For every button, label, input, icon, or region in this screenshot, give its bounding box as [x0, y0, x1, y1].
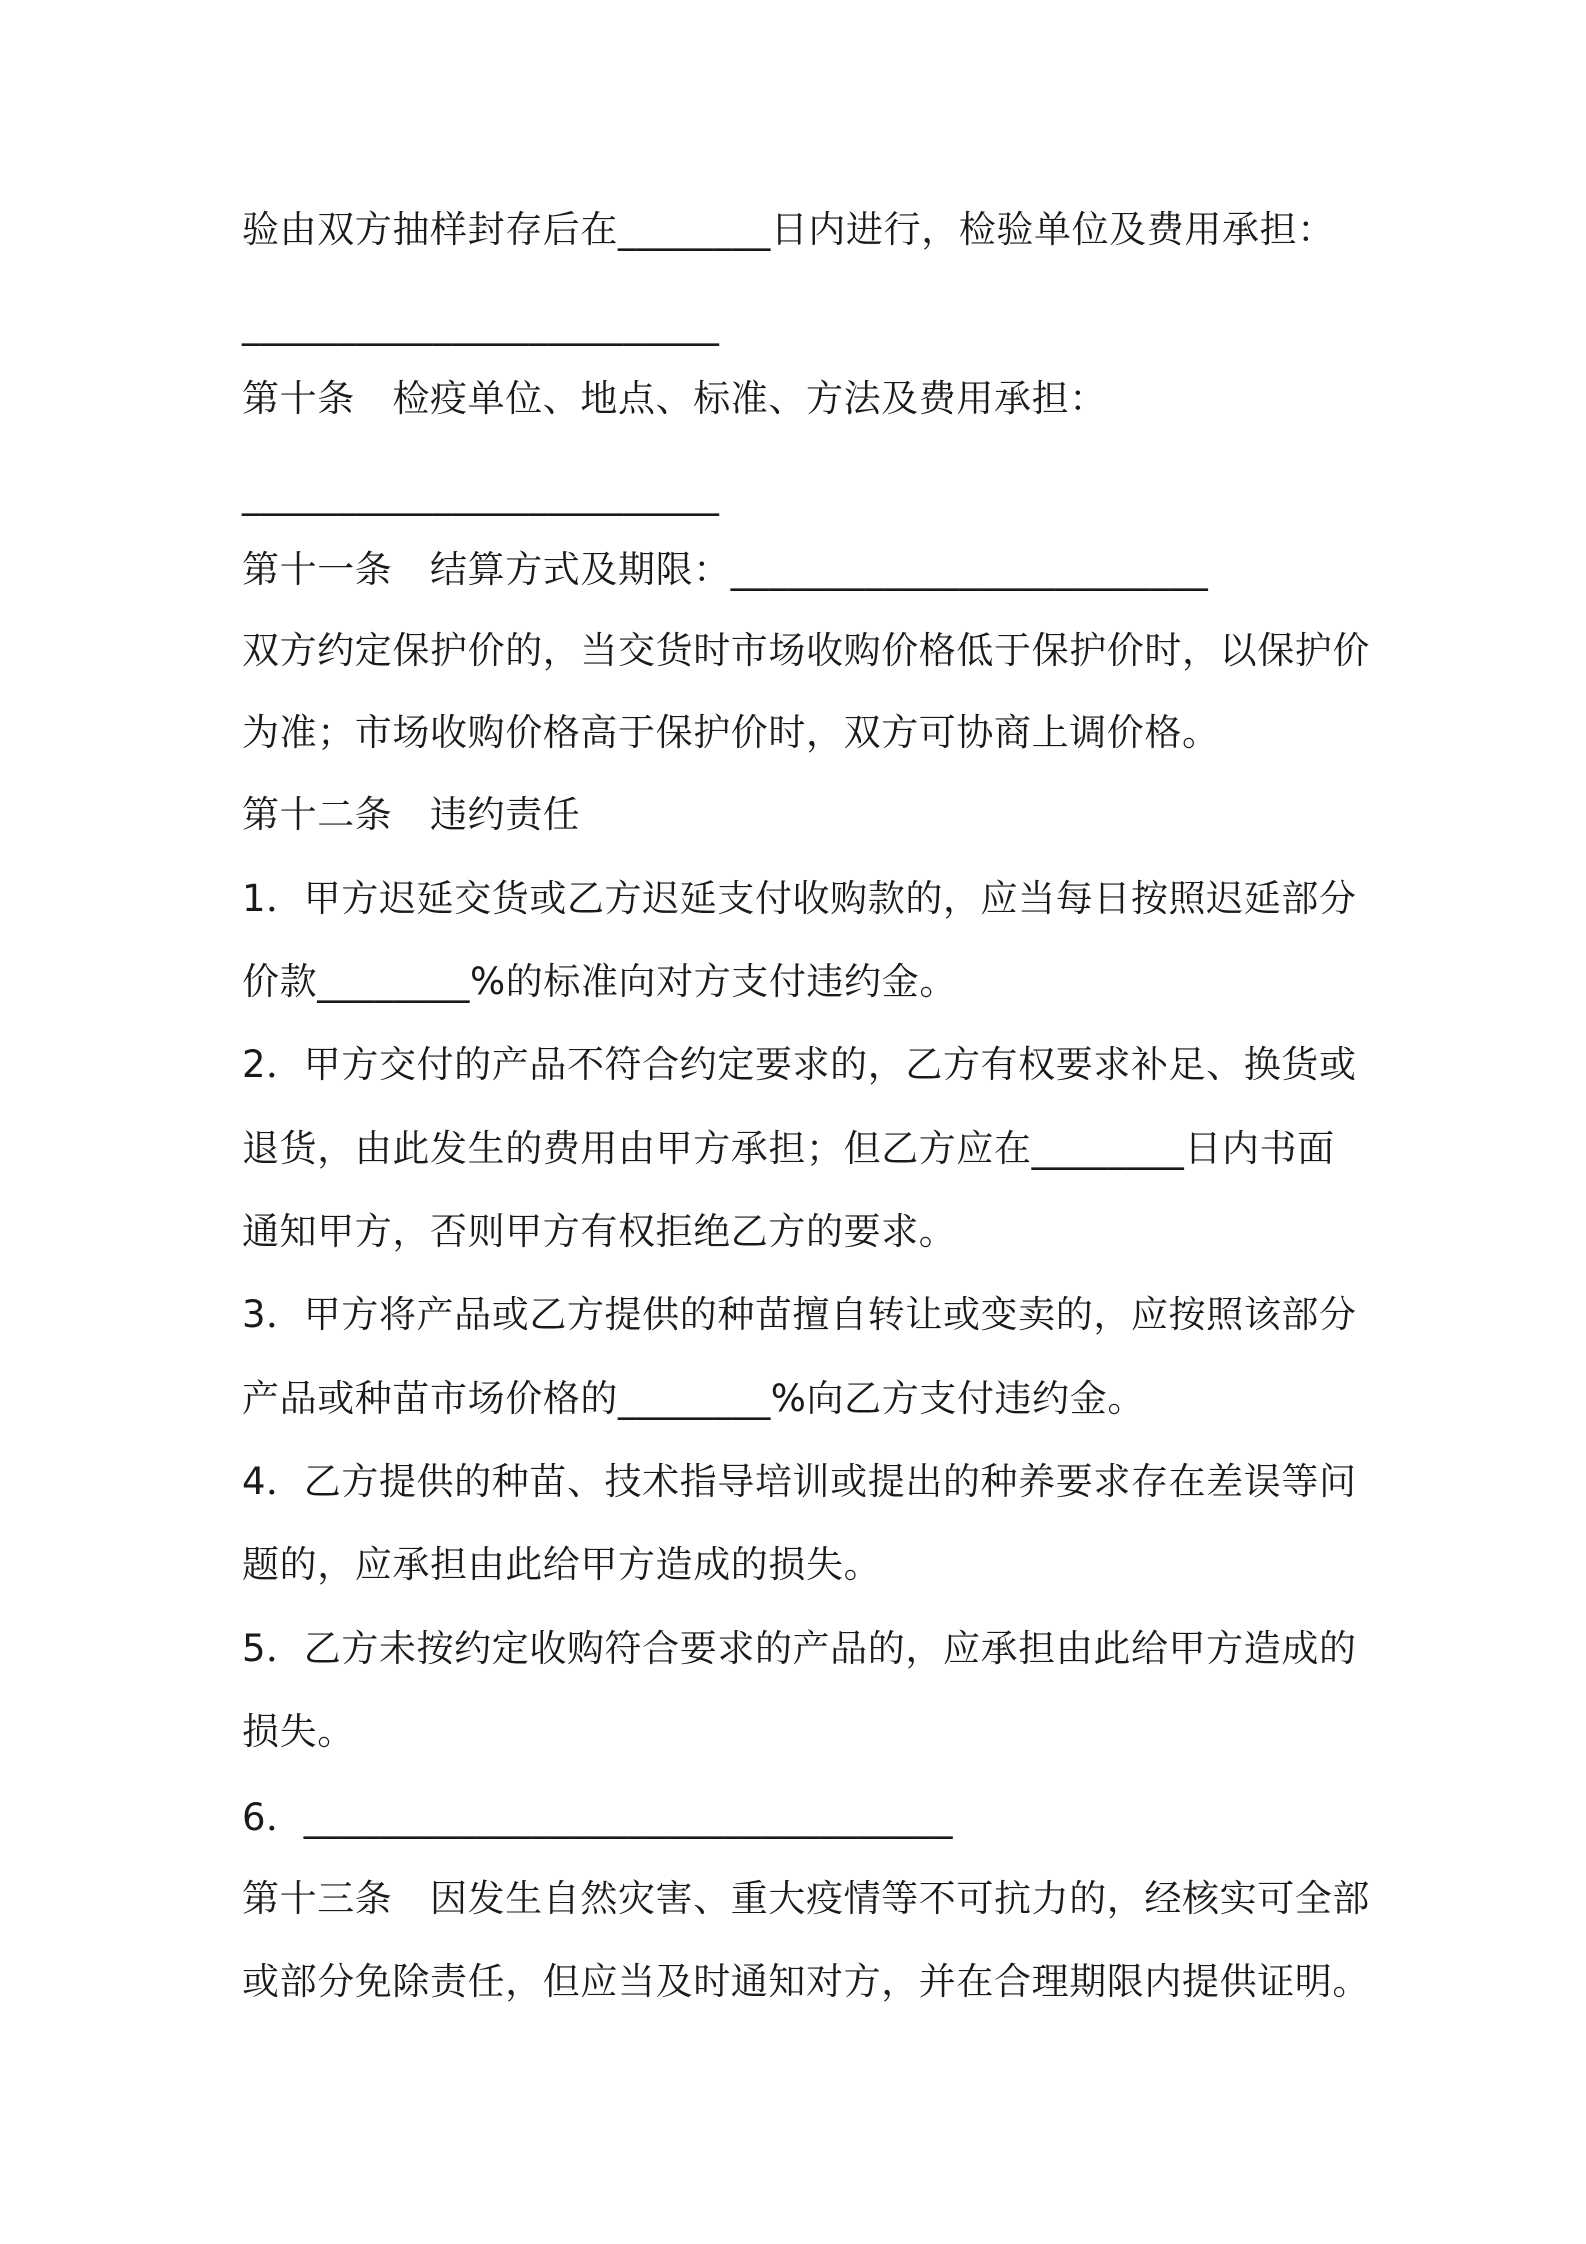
- clause-item: 4．乙方提供的种苗、技术指导培训或提出的种养要求存在差误等问: [242, 1460, 1357, 1503]
- text-line: 产品或种苗市场价格的________%向乙方支付违约金。: [242, 1377, 1145, 1420]
- text-line: 题的，应承担由此给甲方造成的损失。: [242, 1543, 882, 1586]
- text-line: 为准；市场收购价格高于保护价时，双方可协商上调价格。: [242, 711, 1220, 754]
- text-line: 通知甲方，否则甲方有权拒绝乙方的要求。: [242, 1210, 957, 1253]
- blank-fill-line: _________________________: [242, 303, 720, 346]
- text-line: 损失。: [242, 1710, 355, 1753]
- text-line: 或部分免除责任，但应当及时通知对方，并在合理期限内提供证明。: [242, 1960, 1370, 2003]
- clause-item: 1．甲方迟延交货或乙方迟延支付收购款的，应当每日按照迟延部分: [242, 877, 1357, 920]
- article-heading: 第十二条 违约责任: [242, 793, 581, 836]
- article-heading: 第十三条 因发生自然灾害、重大疫情等不可抗力的，经核实可全部: [242, 1877, 1370, 1920]
- article-heading: 第十一条 结算方式及期限：_________________________: [242, 548, 1209, 591]
- text-line: 价款________%的标准向对方支付违约金。: [242, 960, 957, 1003]
- text-line: 双方约定保护价的，当交货时市场收购价格低于保护价时，以保护价: [242, 629, 1370, 672]
- clause-item: 6．__________________________________: [242, 1796, 954, 1839]
- blank-fill-line: _________________________: [242, 473, 720, 516]
- text-line: 验由双方抽样封存后在________日内进行，检验单位及费用承担：: [242, 208, 1335, 251]
- clause-item: 3．甲方将产品或乙方提供的种苗擅自转让或变卖的，应按照该部分: [242, 1293, 1357, 1336]
- clause-item: 5．乙方未按约定收购符合要求的产品的，应承担由此给甲方造成的: [242, 1627, 1357, 1670]
- article-heading: 第十条 检疫单位、地点、标准、方法及费用承担：: [242, 377, 1107, 420]
- text-line: 退货，由此发生的费用由甲方承担；但乙方应在________日内书面: [242, 1127, 1335, 1170]
- clause-item: 2．甲方交付的产品不符合约定要求的，乙方有权要求补足、换货或: [242, 1043, 1357, 1086]
